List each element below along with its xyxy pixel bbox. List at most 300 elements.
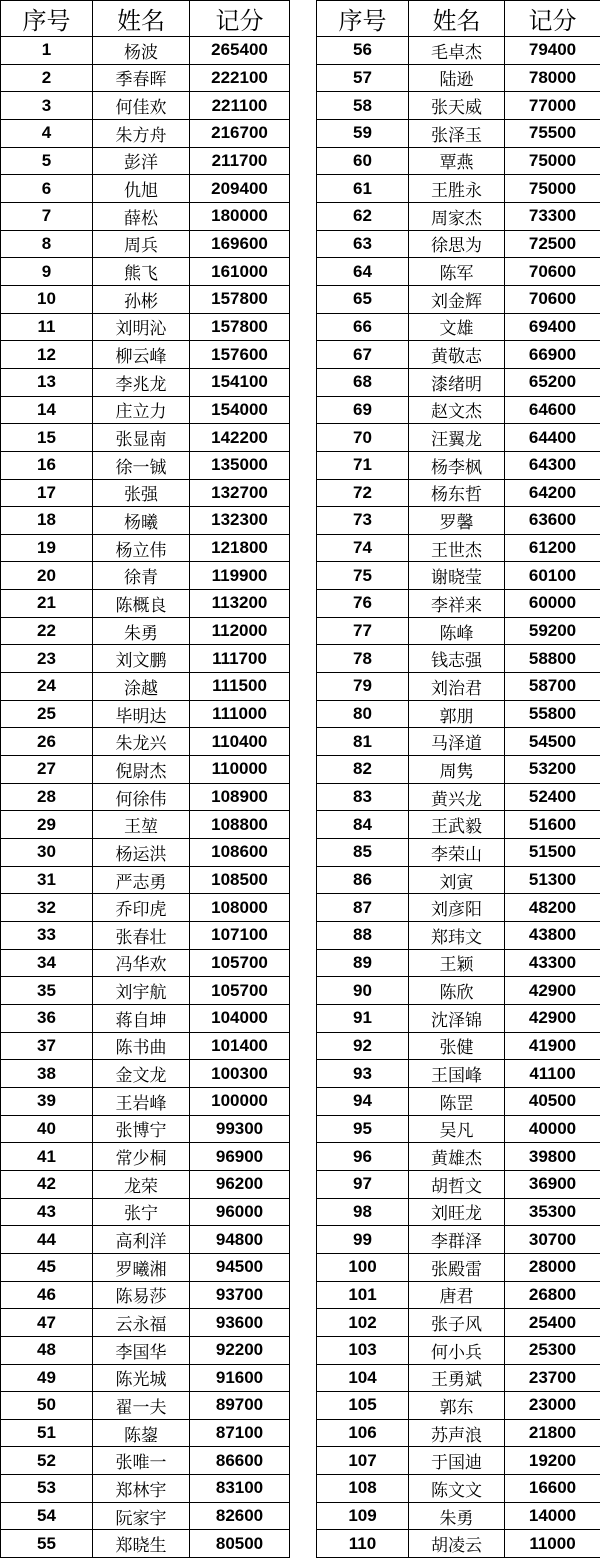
name-cell: 汪翼龙	[409, 424, 505, 452]
score-cell: 93600	[190, 1309, 290, 1337]
name-cell: 刘寅	[409, 866, 505, 894]
table-row	[317, 479, 600, 507]
score-cell: 80500	[190, 1530, 290, 1558]
table-row	[317, 341, 600, 369]
name-cell: 张宁	[93, 1198, 190, 1226]
name-cell: 乔印虎	[93, 894, 190, 922]
name-cell: 黄敬志	[409, 341, 505, 369]
score-cell: 25400	[505, 1309, 600, 1337]
table-row	[1, 1115, 290, 1143]
name-cell: 文雄	[409, 313, 505, 341]
table-row	[1, 424, 290, 452]
table-row	[317, 1475, 600, 1503]
table-row	[317, 285, 600, 313]
name-cell: 陈欣	[409, 977, 505, 1005]
rank-cell: 25	[1, 700, 93, 728]
score-cell: 58700	[505, 673, 600, 701]
name-cell: 刘旺龙	[409, 1198, 505, 1226]
table-row	[317, 1419, 600, 1447]
rank-cell: 40	[1, 1115, 93, 1143]
name-cell: 刘彦阳	[409, 894, 505, 922]
score-cell: 92200	[190, 1336, 290, 1364]
rank-cell: 59	[317, 119, 409, 147]
name-cell: 王国峰	[409, 1060, 505, 1088]
table-row	[1, 1087, 290, 1115]
rank-cell: 95	[317, 1115, 409, 1143]
rank-cell: 30	[1, 839, 93, 867]
name-cell: 赵文杰	[409, 396, 505, 424]
name-cell: 朱勇	[93, 617, 190, 645]
score-cell: 58800	[505, 645, 600, 673]
score-cell: 73300	[505, 202, 600, 230]
rank-cell: 51	[1, 1419, 93, 1447]
score-cell: 99300	[190, 1115, 290, 1143]
score-cell: 110000	[190, 756, 290, 784]
name-cell: 黄兴龙	[409, 783, 505, 811]
name-cell: 郑玮文	[409, 922, 505, 950]
table-row	[1, 562, 290, 590]
rank-cell: 17	[1, 479, 93, 507]
name-cell: 柳云峰	[93, 341, 190, 369]
table-row	[1, 1419, 290, 1447]
score-cell: 105700	[190, 949, 290, 977]
name-cell: 郭东	[409, 1392, 505, 1420]
name-cell: 徐青	[93, 562, 190, 590]
rank-cell: 63	[317, 230, 409, 258]
rank-cell: 35	[1, 977, 93, 1005]
table-row	[1, 1198, 290, 1226]
rank-cell: 15	[1, 424, 93, 452]
rank-cell: 101	[317, 1281, 409, 1309]
table-row	[1, 1060, 290, 1088]
name-cell: 陈书曲	[93, 1032, 190, 1060]
score-cell: 77000	[505, 92, 600, 120]
rank-cell: 31	[1, 866, 93, 894]
score-cell: 265400	[190, 37, 290, 65]
score-cell: 30700	[505, 1226, 600, 1254]
score-cell: 51500	[505, 839, 600, 867]
rank-cell: 33	[1, 922, 93, 950]
score-cell: 64600	[505, 396, 600, 424]
name-cell: 阮家宇	[93, 1502, 190, 1530]
score-cell: 157800	[190, 285, 290, 313]
score-cell: 70600	[505, 285, 600, 313]
rank-cell: 60	[317, 147, 409, 175]
score-cell: 61200	[505, 534, 600, 562]
score-cell: 75000	[505, 175, 600, 203]
name-cell: 王岩峰	[93, 1087, 190, 1115]
rank-cell: 94	[317, 1087, 409, 1115]
table-row	[317, 92, 600, 120]
name-cell: 漆绪明	[409, 368, 505, 396]
name-cell: 薛松	[93, 202, 190, 230]
name-cell: 罗曦湘	[93, 1253, 190, 1281]
rank-cell: 110	[317, 1530, 409, 1558]
rank-cell: 26	[1, 728, 93, 756]
rank-cell: 24	[1, 673, 93, 701]
table-row	[317, 1281, 600, 1309]
rank-cell: 6	[1, 175, 93, 203]
name-cell: 张泽玉	[409, 119, 505, 147]
name-cell: 冯华欢	[93, 949, 190, 977]
name-cell: 马泽道	[409, 728, 505, 756]
table-row	[1, 507, 290, 535]
score-cell: 14000	[505, 1502, 600, 1530]
rank-cell: 87	[317, 894, 409, 922]
table-row	[1, 175, 290, 203]
score-cell: 105700	[190, 977, 290, 1005]
rank-cell: 67	[317, 341, 409, 369]
name-cell: 杨曦	[93, 507, 190, 535]
name-cell: 刘文鹏	[93, 645, 190, 673]
table-row	[317, 119, 600, 147]
table-row	[1, 1530, 290, 1558]
name-cell: 严志勇	[93, 866, 190, 894]
rank-cell: 37	[1, 1032, 93, 1060]
name-cell: 胡哲文	[409, 1170, 505, 1198]
table-row	[1, 313, 290, 341]
table-row	[317, 1226, 600, 1254]
table-row	[317, 147, 600, 175]
score-cell: 216700	[190, 119, 290, 147]
score-cell: 94800	[190, 1226, 290, 1254]
name-cell: 龙荣	[93, 1170, 190, 1198]
rank-cell: 89	[317, 949, 409, 977]
rank-cell: 91	[317, 1004, 409, 1032]
table-row	[1, 92, 290, 120]
table-row	[317, 728, 600, 756]
score-cell: 70600	[505, 258, 600, 286]
table-row	[1, 1364, 290, 1392]
score-cell: 64400	[505, 424, 600, 452]
table-row	[317, 1392, 600, 1420]
rank-cell: 10	[1, 285, 93, 313]
name-cell: 蒋自坤	[93, 1004, 190, 1032]
name-cell: 仇旭	[93, 175, 190, 203]
score-cell: 26800	[505, 1281, 600, 1309]
rank-cell: 79	[317, 673, 409, 701]
table-row	[1, 119, 290, 147]
name-cell: 王颖	[409, 949, 505, 977]
table-row	[317, 645, 600, 673]
rank-cell: 1	[1, 37, 93, 65]
rank-cell: 105	[317, 1392, 409, 1420]
rank-cell: 88	[317, 922, 409, 950]
score-cell: 75500	[505, 119, 600, 147]
name-cell: 钱志强	[409, 645, 505, 673]
table-row	[317, 230, 600, 258]
name-cell: 郑林宇	[93, 1475, 190, 1503]
header-row	[1, 1, 290, 37]
rank-cell: 72	[317, 479, 409, 507]
table-row	[1, 645, 290, 673]
table-row	[1, 1226, 290, 1254]
name-cell: 李荣山	[409, 839, 505, 867]
name-cell: 吴凡	[409, 1115, 505, 1143]
score-cell: 79400	[505, 37, 600, 65]
rank-cell: 39	[1, 1087, 93, 1115]
table-row	[1, 1447, 290, 1475]
score-cell: 55800	[505, 700, 600, 728]
table-row	[317, 922, 600, 950]
table-row	[1, 1281, 290, 1309]
rank-cell: 93	[317, 1060, 409, 1088]
table-row	[1, 617, 290, 645]
rank-cell: 4	[1, 119, 93, 147]
table-row	[1, 1502, 290, 1530]
rank-cell: 86	[317, 866, 409, 894]
table-row	[1, 396, 290, 424]
score-cell: 161000	[190, 258, 290, 286]
rank-cell: 77	[317, 617, 409, 645]
rank-cell: 29	[1, 811, 93, 839]
rank-cell: 71	[317, 451, 409, 479]
rank-cell: 49	[1, 1364, 93, 1392]
score-cell: 157600	[190, 341, 290, 369]
score-cell: 209400	[190, 175, 290, 203]
name-cell: 郭朋	[409, 700, 505, 728]
name-cell: 王世杰	[409, 534, 505, 562]
rank-cell: 76	[317, 590, 409, 618]
name-cell: 沈泽锦	[409, 1004, 505, 1032]
rank-cell: 22	[1, 617, 93, 645]
name-cell: 张强	[93, 479, 190, 507]
name-cell: 张天威	[409, 92, 505, 120]
table-row	[317, 424, 600, 452]
table-row	[317, 507, 600, 535]
rank-cell: 20	[1, 562, 93, 590]
name-cell: 涂越	[93, 673, 190, 701]
score-cell: 222100	[190, 64, 290, 92]
table-row	[317, 175, 600, 203]
table-row	[1, 700, 290, 728]
table-row	[1, 756, 290, 784]
table-row	[1, 894, 290, 922]
name-cell: 徐一铖	[93, 451, 190, 479]
name-cell: 谢晓莹	[409, 562, 505, 590]
table-row	[1, 451, 290, 479]
score-cell: 51300	[505, 866, 600, 894]
score-cell: 107100	[190, 922, 290, 950]
score-cell: 111500	[190, 673, 290, 701]
rank-cell: 74	[317, 534, 409, 562]
header-rank: 序号	[1, 1, 93, 37]
table-row	[1, 811, 290, 839]
rank-cell: 92	[317, 1032, 409, 1060]
rank-cell: 84	[317, 811, 409, 839]
table-row	[1, 37, 290, 65]
table-row	[317, 313, 600, 341]
score-cell: 111000	[190, 700, 290, 728]
rank-cell: 5	[1, 147, 93, 175]
name-cell: 苏声浪	[409, 1419, 505, 1447]
header-name: 姓名	[93, 1, 190, 37]
table-row	[317, 1060, 600, 1088]
score-cell: 86600	[190, 1447, 290, 1475]
score-cell: 16600	[505, 1475, 600, 1503]
rank-cell: 34	[1, 949, 93, 977]
name-cell: 刘明沁	[93, 313, 190, 341]
rank-cell: 56	[317, 37, 409, 65]
table-row	[317, 562, 600, 590]
table-row	[1, 1336, 290, 1364]
score-cell: 110400	[190, 728, 290, 756]
rank-cell: 50	[1, 1392, 93, 1420]
rank-cell: 7	[1, 202, 93, 230]
table-row	[317, 617, 600, 645]
name-cell: 陈峰	[409, 617, 505, 645]
name-cell: 熊飞	[93, 258, 190, 286]
rank-cell: 14	[1, 396, 93, 424]
table-row	[317, 37, 600, 65]
name-cell: 陈鋆	[93, 1419, 190, 1447]
table-row	[317, 756, 600, 784]
score-cell: 25300	[505, 1336, 600, 1364]
score-cell: 51600	[505, 811, 600, 839]
score-cell: 75000	[505, 147, 600, 175]
score-cell: 63600	[505, 507, 600, 535]
name-cell: 李祥来	[409, 590, 505, 618]
score-cell: 132300	[190, 507, 290, 535]
table-row	[1, 285, 290, 313]
score-cell: 108000	[190, 894, 290, 922]
rank-cell: 18	[1, 507, 93, 535]
name-cell: 李兆龙	[93, 368, 190, 396]
table-row	[1, 479, 290, 507]
score-cell: 11000	[505, 1530, 600, 1558]
table-row	[1, 202, 290, 230]
rank-cell: 69	[317, 396, 409, 424]
rank-cell: 52	[1, 1447, 93, 1475]
score-cell: 135000	[190, 451, 290, 479]
rank-cell: 100	[317, 1253, 409, 1281]
score-cell: 69400	[505, 313, 600, 341]
score-cell: 40500	[505, 1087, 600, 1115]
score-cell: 19200	[505, 1447, 600, 1475]
name-cell: 翟一夫	[93, 1392, 190, 1420]
table-row	[317, 1143, 600, 1171]
score-cell: 52400	[505, 783, 600, 811]
rank-cell: 46	[1, 1281, 93, 1309]
table-row	[317, 1336, 600, 1364]
name-cell: 陈概良	[93, 590, 190, 618]
rank-cell: 62	[317, 202, 409, 230]
table-row	[1, 368, 290, 396]
name-cell: 孙彬	[93, 285, 190, 313]
rank-cell: 66	[317, 313, 409, 341]
table-row	[317, 368, 600, 396]
table-body	[1, 37, 290, 1558]
table-body	[317, 37, 600, 1558]
rank-cell: 70	[317, 424, 409, 452]
score-cell: 104000	[190, 1004, 290, 1032]
score-cell: 82600	[190, 1502, 290, 1530]
table-row	[1, 866, 290, 894]
score-table-left	[0, 0, 290, 1558]
score-cell: 96000	[190, 1198, 290, 1226]
table-row	[1, 230, 290, 258]
table-row	[317, 673, 600, 701]
rank-cell: 55	[1, 1530, 93, 1558]
table-row	[1, 949, 290, 977]
name-cell: 李国华	[93, 1336, 190, 1364]
table-row	[1, 673, 290, 701]
rank-cell: 64	[317, 258, 409, 286]
score-cell: 41100	[505, 1060, 600, 1088]
name-cell: 陈文文	[409, 1475, 505, 1503]
score-cell: 60000	[505, 590, 600, 618]
table-row	[1, 977, 290, 1005]
name-cell: 王武毅	[409, 811, 505, 839]
name-cell: 唐君	[409, 1281, 505, 1309]
rank-cell: 90	[317, 977, 409, 1005]
name-cell: 李群泽	[409, 1226, 505, 1254]
rank-cell: 85	[317, 839, 409, 867]
header-score: 记分	[190, 1, 290, 37]
score-cell: 53200	[505, 756, 600, 784]
rank-cell: 75	[317, 562, 409, 590]
table-row	[317, 1364, 600, 1392]
rank-cell: 9	[1, 258, 93, 286]
score-cell: 101400	[190, 1032, 290, 1060]
name-cell: 张健	[409, 1032, 505, 1060]
name-cell: 刘宇航	[93, 977, 190, 1005]
score-cell: 100300	[190, 1060, 290, 1088]
name-cell: 朱方舟	[93, 119, 190, 147]
score-cell: 121800	[190, 534, 290, 562]
name-cell: 张唯一	[93, 1447, 190, 1475]
name-cell: 张博宁	[93, 1115, 190, 1143]
rank-cell: 61	[317, 175, 409, 203]
table-row	[317, 1198, 600, 1226]
name-cell: 周兵	[93, 230, 190, 258]
score-cell: 94500	[190, 1253, 290, 1281]
table-row	[317, 1170, 600, 1198]
score-cell: 108500	[190, 866, 290, 894]
header-row	[317, 1, 600, 37]
name-cell: 杨波	[93, 37, 190, 65]
table-row	[1, 1475, 290, 1503]
score-cell: 221100	[190, 92, 290, 120]
name-cell: 周隽	[409, 756, 505, 784]
score-cell: 180000	[190, 202, 290, 230]
table-row	[1, 1170, 290, 1198]
table-row	[317, 1530, 600, 1558]
score-cell: 35300	[505, 1198, 600, 1226]
rank-cell: 107	[317, 1447, 409, 1475]
name-cell: 张殿雷	[409, 1253, 505, 1281]
rank-cell: 44	[1, 1226, 93, 1254]
score-cell: 113200	[190, 590, 290, 618]
table-row	[317, 1004, 600, 1032]
rank-cell: 54	[1, 1502, 93, 1530]
score-cell: 23000	[505, 1392, 600, 1420]
rank-cell: 53	[1, 1475, 93, 1503]
rank-cell: 73	[317, 507, 409, 535]
name-cell: 刘金辉	[409, 285, 505, 313]
name-cell: 杨李枫	[409, 451, 505, 479]
table-row	[1, 147, 290, 175]
rank-cell: 27	[1, 756, 93, 784]
rank-cell: 106	[317, 1419, 409, 1447]
rank-cell: 104	[317, 1364, 409, 1392]
name-cell: 陈罡	[409, 1087, 505, 1115]
score-cell: 91600	[190, 1364, 290, 1392]
rank-cell: 102	[317, 1309, 409, 1337]
name-cell: 常少桐	[93, 1143, 190, 1171]
table-row	[317, 1309, 600, 1337]
score-cell: 42900	[505, 977, 600, 1005]
